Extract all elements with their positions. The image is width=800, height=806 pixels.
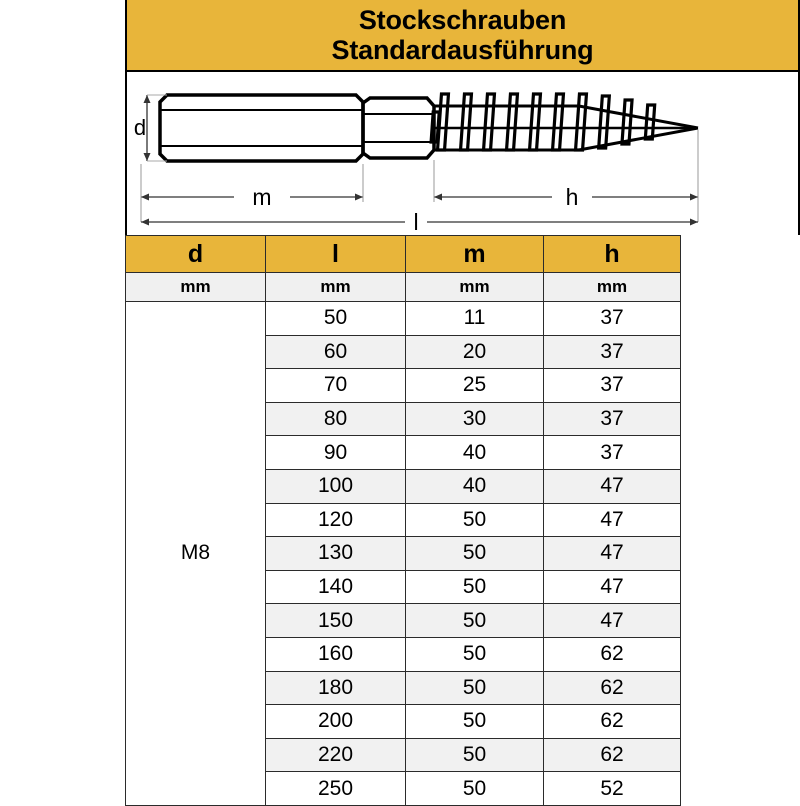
- dimension-label-h: h: [565, 184, 579, 210]
- dowel-screw-diagram: [127, 72, 798, 233]
- cell-m: 50: [406, 705, 544, 739]
- header-d: d: [126, 236, 266, 273]
- cell-l: 70: [266, 369, 406, 403]
- cell-l: 180: [266, 671, 406, 705]
- cell-m: 30: [406, 402, 544, 436]
- cell-l: 120: [266, 503, 406, 537]
- title-line-2: Standardausführung: [331, 35, 594, 65]
- cell-m: 50: [406, 604, 544, 638]
- table-header-symbols: [126, 236, 681, 273]
- cell-h: 37: [544, 402, 681, 436]
- unit-m: mm: [406, 273, 544, 302]
- cell-m: 50: [406, 772, 544, 806]
- cell-m: 50: [406, 503, 544, 537]
- unit-d: mm: [126, 273, 266, 302]
- cell-l: 150: [266, 604, 406, 638]
- cell-h: 47: [544, 469, 681, 503]
- cell-h: 47: [544, 537, 681, 571]
- wood-core-top: [434, 106, 698, 128]
- cell-m: 50: [406, 738, 544, 772]
- cell-l: 60: [266, 335, 406, 369]
- table-body: [126, 302, 681, 806]
- wood-thread-turns: [438, 94, 655, 150]
- cell-thread-size: M8: [126, 302, 266, 806]
- dimension-label-d: d: [133, 115, 147, 140]
- cell-m: 40: [406, 469, 544, 503]
- cell-h: 47: [544, 604, 681, 638]
- cell-h: 37: [544, 335, 681, 369]
- cell-h: 37: [544, 436, 681, 470]
- unit-l: mm: [266, 273, 406, 302]
- cell-h: 62: [544, 637, 681, 671]
- cell-l: 200: [266, 705, 406, 739]
- wood-core-bottom: [434, 128, 698, 150]
- cell-h: 37: [544, 302, 681, 336]
- cell-m: 25: [406, 369, 544, 403]
- title-banner: [125, 0, 800, 72]
- cell-h: 47: [544, 503, 681, 537]
- cell-h: 52: [544, 772, 681, 806]
- cell-m: 11: [406, 302, 544, 336]
- cell-m: 50: [406, 671, 544, 705]
- cell-m: 50: [406, 637, 544, 671]
- header-h: h: [544, 236, 681, 273]
- cell-h: 62: [544, 705, 681, 739]
- cell-h: 62: [544, 671, 681, 705]
- dimension-label-l: l: [413, 209, 419, 233]
- dimension-label-m: m: [252, 184, 272, 210]
- dimensions-table: [125, 235, 681, 806]
- cell-l: 50: [266, 302, 406, 336]
- cell-h: 47: [544, 570, 681, 604]
- title-line-1: Stockschrauben: [358, 4, 567, 35]
- cell-m: 50: [406, 537, 544, 571]
- dimension-l: [141, 219, 698, 226]
- header-l: l: [266, 236, 406, 273]
- cell-l: 80: [266, 402, 406, 436]
- cell-m: 20: [406, 335, 544, 369]
- dimension-d: [144, 95, 168, 161]
- cell-l: 220: [266, 738, 406, 772]
- header-m: m: [406, 236, 544, 273]
- table-row: [126, 302, 681, 336]
- table-header-units: [126, 273, 681, 302]
- cell-m: 50: [406, 570, 544, 604]
- cell-m: 40: [406, 436, 544, 470]
- cell-h: 37: [544, 369, 681, 403]
- cell-l: 140: [266, 570, 406, 604]
- cell-l: 250: [266, 772, 406, 806]
- machine-thread-body: [160, 95, 363, 161]
- technical-drawing-panel: [125, 72, 800, 235]
- unit-h: mm: [544, 273, 681, 302]
- shank-transition: [363, 98, 434, 158]
- cell-l: 130: [266, 537, 406, 571]
- cell-l: 100: [266, 469, 406, 503]
- cell-h: 62: [544, 738, 681, 772]
- cell-l: 160: [266, 637, 406, 671]
- cell-l: 90: [266, 436, 406, 470]
